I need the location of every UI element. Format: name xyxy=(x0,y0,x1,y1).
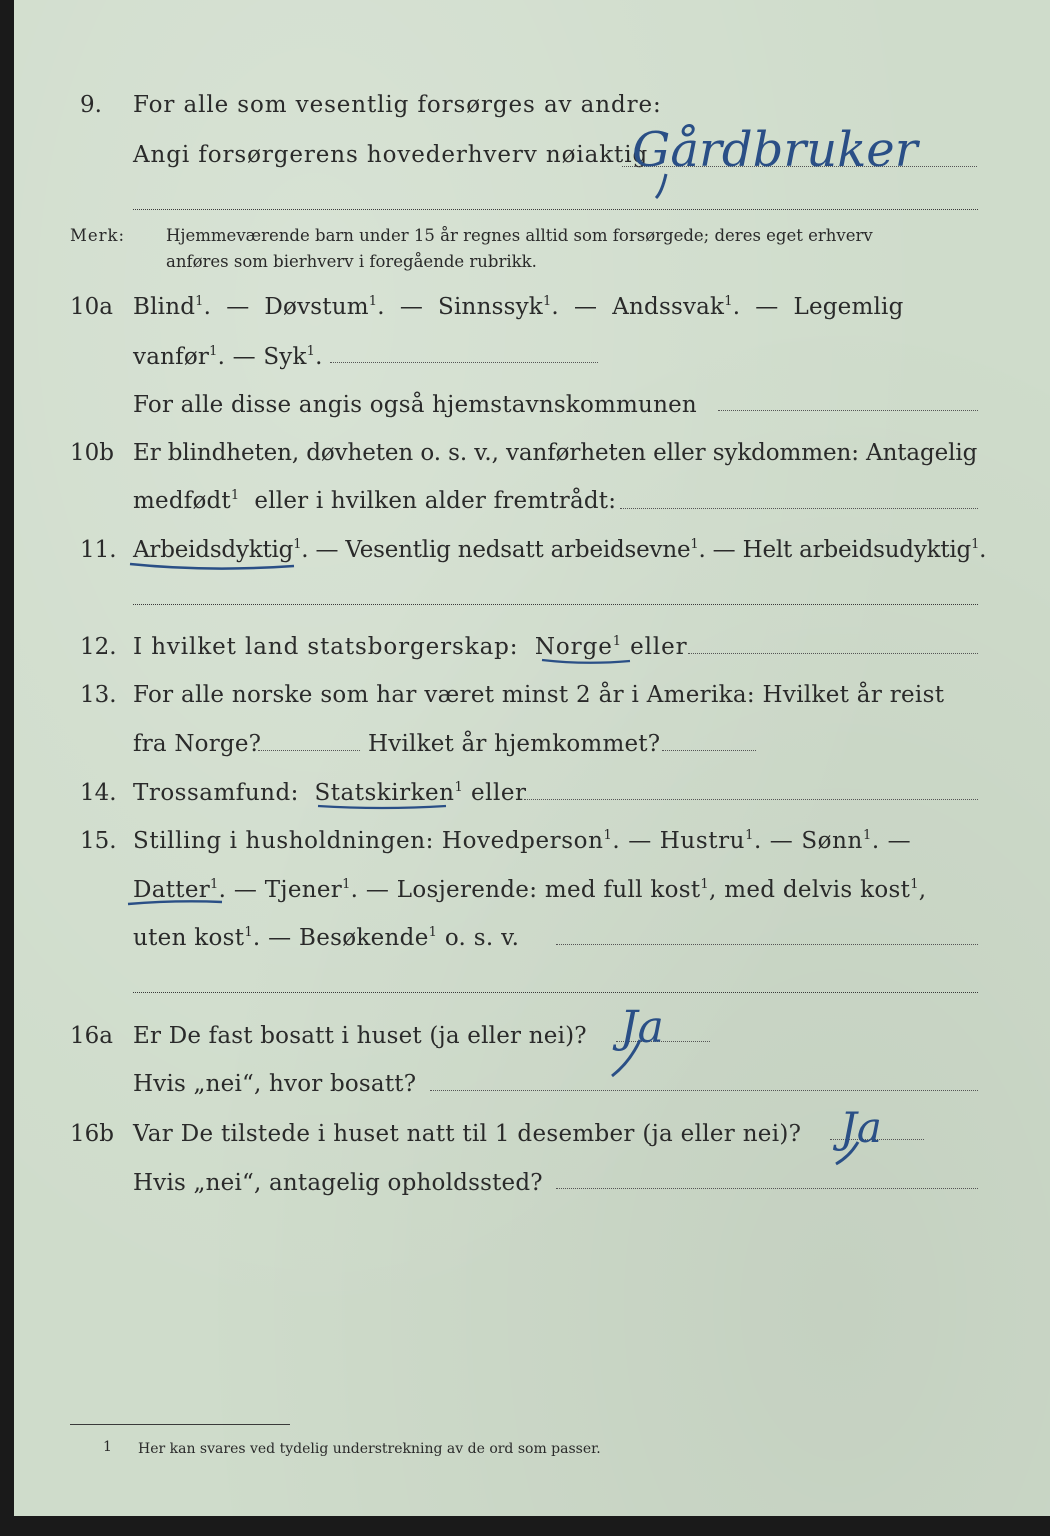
q13-number: 13. xyxy=(80,682,117,708)
q11-bottom-rule xyxy=(133,604,978,605)
q10a-line3: For alle disse angis også hjemstavnskommunen xyxy=(133,392,697,418)
q16b-opholdssted-line xyxy=(556,1188,978,1189)
footnote-separator xyxy=(70,1424,290,1425)
q9-answer-text: Gårdbruker xyxy=(632,122,918,178)
q12-line: I hvilket land statsborgerskap: Norge$^1$ eller xyxy=(133,634,688,660)
q15-ink-underline xyxy=(126,894,226,912)
q14-number: 14. xyxy=(80,780,117,806)
q13-reist-line xyxy=(258,750,360,751)
q14-answer-line xyxy=(524,799,978,800)
q12-answer-line xyxy=(688,653,978,654)
q12-ink-underline xyxy=(540,654,635,670)
q10b-number: 10b xyxy=(70,440,114,466)
q12-number: 12. xyxy=(80,634,117,660)
merk-label: Merk: xyxy=(70,226,126,245)
footnote-text: Her kan svares ved tydelig understrekning av de ord som passer. xyxy=(138,1441,601,1457)
q13-line1: For alle norske som har været minst 2 år i Amerika: Hvilket år reist xyxy=(133,682,945,708)
q16a-handwritten-answer xyxy=(600,996,710,1080)
q16a-line1: Er De fast bosatt i huset (ja eller nei)? xyxy=(133,1023,587,1049)
q15-answer-line xyxy=(556,944,978,945)
scan-edge-left xyxy=(0,0,14,1536)
q14-line: Trossamfund: Statskirken$^1$ eller xyxy=(133,780,527,806)
q9-bottom-rule xyxy=(133,209,978,210)
q10a-line1: Blind$^1$. — Døvstum$^1$. — Sinnssyk$^1$. — Andssvak$^1$. — Legemlig xyxy=(133,294,904,320)
q9-line2: Angi forsørgerens hovederhverv nøiaktig xyxy=(133,142,649,168)
q11-ink-underline xyxy=(128,556,298,576)
q10a-kommune-line xyxy=(718,410,978,411)
q10a-syk-line xyxy=(330,362,598,363)
q16a-number: 16a xyxy=(70,1023,113,1049)
merk-line2: anføres som bierhverv i foregående rubrikk. xyxy=(166,252,537,271)
q13-hjemkommet-line xyxy=(662,750,756,751)
q10b-answer-line xyxy=(620,508,978,509)
q10a-line2: vanfør$^1$. — Syk$^1$. xyxy=(133,344,323,370)
q10b-line1: Er blindheten, døvheten o. s. v., vanførheten eller sykdommen: Antagelig xyxy=(133,440,978,466)
q16b-answer-text: Ja xyxy=(840,1103,882,1152)
scan-edge-bottom xyxy=(0,1516,1050,1536)
q16a-line2: Hvis „nei“, hvor bosatt? xyxy=(133,1071,417,1097)
merk-line1: Hjemmeværende barn under 15 år regnes alltid som forsørgede; deres eget erhverv xyxy=(166,226,873,245)
q11-line: Arbeidsdyktig$^1$. — Vesentlig nedsatt arbeidsevne$^1$. — Helt arbeidsudyktig$^1$. xyxy=(133,537,987,563)
q9-number: 9. xyxy=(80,92,102,118)
q15-line3: uten kost$^1$. — Besøkende$^1$ o. s. v. xyxy=(133,925,520,951)
q16a-bosatt-line xyxy=(430,1090,978,1091)
q16b-handwritten-answer xyxy=(812,1098,922,1168)
q14-ink-underline xyxy=(316,800,450,816)
q9-handwritten-answer xyxy=(626,112,1006,202)
q10a-number: 10a xyxy=(70,294,113,320)
q16b-line1: Var De tilstede i huset natt til 1 desember (ja eller nei)? xyxy=(133,1121,802,1147)
q13-line2b: Hvilket år hjemkommet? xyxy=(368,731,661,757)
q16b-line2: Hvis „nei“, antagelig opholdssted? xyxy=(133,1170,543,1196)
q15-bottom-rule xyxy=(133,992,978,993)
footnote-mark: 1 xyxy=(103,1439,112,1455)
q15-line2: Datter$^1$. — Tjener$^1$. — Losjerende: med full kost$^1$, med delvis kost$^1$, xyxy=(133,877,927,903)
q10b-line2: medfødt$^1$ eller i hvilken alder fremtrådt: xyxy=(133,488,617,514)
q9-line1: For alle som vesentlig forsørges av andre: xyxy=(133,92,662,118)
q13-line2a: fra Norge? xyxy=(133,731,262,757)
q15-line1: Stilling i husholdningen: Hovedperson$^1$. — Hustru$^1$. — Sønn$^1$. — xyxy=(133,828,912,854)
q16b-number: 16b xyxy=(70,1121,114,1147)
q16a-answer-text: Ja xyxy=(620,1002,664,1053)
q11-number: 11. xyxy=(80,537,117,563)
q15-number: 15. xyxy=(80,828,117,854)
